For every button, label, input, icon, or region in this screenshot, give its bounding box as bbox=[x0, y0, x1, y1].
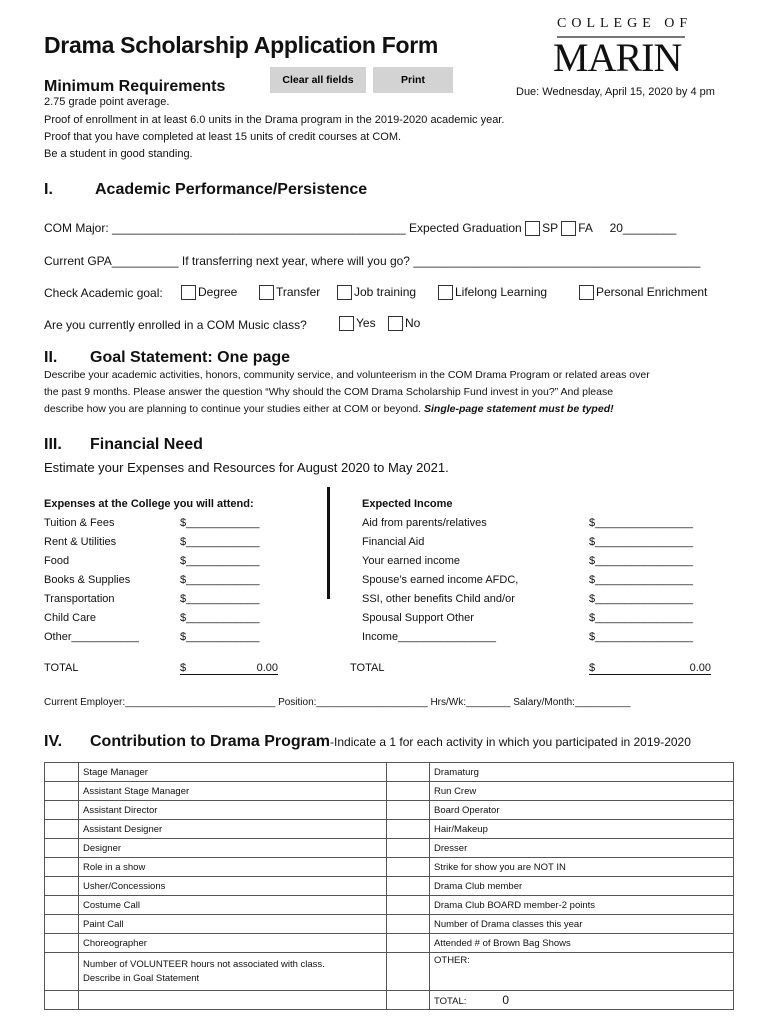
expense-amount-field[interactable]: $____________ bbox=[180, 555, 260, 567]
expense-amount-field[interactable]: $____________ bbox=[180, 631, 260, 643]
expense-amount-field[interactable]: $____________ bbox=[180, 536, 260, 548]
table-row bbox=[45, 820, 734, 839]
activity-count-field[interactable] bbox=[45, 877, 79, 896]
logo-marin: MARIN bbox=[553, 35, 682, 80]
activity-label: Assistant Stage Manager bbox=[79, 782, 387, 801]
other-label: OTHER: bbox=[430, 953, 734, 991]
expense-label: Books & Supplies bbox=[44, 574, 131, 586]
checkbox[interactable] bbox=[337, 285, 352, 300]
activity-label: Dramaturg bbox=[430, 763, 734, 782]
goal-description: the past 9 months. Please answer the question “Why should the COM Drama Scholarship Fund invest in you?” And please bbox=[44, 386, 614, 398]
table-row bbox=[45, 991, 734, 1010]
activity-count-field[interactable] bbox=[45, 763, 79, 782]
activity-label: Role in a show bbox=[79, 858, 387, 877]
income-label: Spousal Support Other bbox=[362, 612, 474, 624]
income-label: SSI, other benefits Child and/or bbox=[362, 593, 515, 605]
income-label: Financial Aid bbox=[362, 536, 425, 548]
activity-count-field[interactable] bbox=[387, 801, 430, 820]
activity-count-field[interactable] bbox=[45, 839, 79, 858]
goal-lifelong-learning[interactable] bbox=[438, 285, 547, 300]
table-row bbox=[45, 839, 734, 858]
expense-amount-field[interactable]: $____________ bbox=[180, 593, 260, 605]
total-label: TOTAL: bbox=[434, 996, 467, 1007]
section-3-subtitle: Estimate your Expenses and Resources for August 2020 to May 2021. bbox=[44, 460, 449, 475]
volunteer-label bbox=[79, 953, 387, 991]
checkbox[interactable] bbox=[181, 285, 196, 300]
empty-cell bbox=[387, 991, 430, 1010]
checkbox[interactable] bbox=[388, 316, 403, 331]
activity-count-field[interactable] bbox=[45, 820, 79, 839]
academic-goal-label: Check Academic goal: bbox=[44, 286, 163, 300]
activity-label: Hair/Makeup bbox=[430, 820, 734, 839]
activity-count-field[interactable] bbox=[387, 782, 430, 801]
activity-count-field[interactable] bbox=[387, 820, 430, 839]
table-row bbox=[45, 953, 734, 991]
volunteer-text: Describe in Goal Statement bbox=[83, 972, 200, 984]
table-row bbox=[45, 801, 734, 820]
volunteer-text: Number of VOLUNTEER hours not associated with class. bbox=[83, 958, 325, 970]
music-class-question: Are you currently enrolled in a COM Music class? bbox=[44, 318, 307, 332]
fa-label: FA bbox=[578, 221, 593, 235]
graduation-year-field[interactable]: 20________ bbox=[609, 221, 677, 235]
section-4-subtitle: -Indicate a 1 for each activity in which you participated in 2019-2020 bbox=[330, 735, 691, 749]
income-label: Income________________ bbox=[362, 631, 496, 643]
section-3-title: Financial Need bbox=[90, 436, 203, 453]
activity-label: Usher/Concessions bbox=[79, 877, 387, 896]
activity-count-field[interactable] bbox=[45, 896, 79, 915]
activity-count-field[interactable] bbox=[387, 915, 430, 934]
typed-note: Single-page statement must be typed! bbox=[423, 403, 614, 415]
expenses-total-label: TOTAL bbox=[44, 662, 79, 674]
requirement-item: 2.75 grade point average. bbox=[44, 96, 170, 108]
table-row bbox=[45, 934, 734, 953]
dollar: $ bbox=[180, 662, 187, 674]
total-cell bbox=[430, 991, 734, 1010]
table-row bbox=[45, 915, 734, 934]
goal-label: Transfer bbox=[276, 285, 321, 299]
section-2-number: II. bbox=[44, 349, 58, 366]
activity-count-field[interactable] bbox=[45, 782, 79, 801]
activity-count-field[interactable] bbox=[387, 934, 430, 953]
checkbox[interactable] bbox=[438, 285, 453, 300]
requirement-item: Be a student in good standing. bbox=[44, 148, 193, 160]
goal-job-training[interactable] bbox=[337, 285, 416, 300]
table-row bbox=[45, 858, 734, 877]
income-heading: Expected Income bbox=[362, 498, 453, 510]
no-label: No bbox=[405, 316, 421, 330]
due-date: Due: Wednesday, April 15, 2020 by 4 pm bbox=[516, 86, 715, 98]
music-yes[interactable] bbox=[339, 316, 376, 331]
expense-label: Transportation bbox=[44, 593, 115, 605]
goal-description bbox=[44, 403, 614, 415]
fa-checkbox[interactable] bbox=[561, 221, 576, 236]
goal-transfer[interactable] bbox=[259, 285, 320, 300]
income-amount-field[interactable]: $________________ bbox=[589, 612, 694, 624]
activity-count-field[interactable] bbox=[387, 858, 430, 877]
activity-label: Stage Manager bbox=[79, 763, 387, 782]
income-amount-field[interactable]: $________________ bbox=[589, 555, 694, 567]
empty-cell bbox=[79, 991, 387, 1010]
expenses-heading: Expenses at the College you will attend: bbox=[44, 498, 254, 510]
requirement-item: Proof that you have completed at least 15 units of credit courses at COM. bbox=[44, 131, 402, 143]
activity-label: Attended # of Brown Bag Shows bbox=[430, 934, 734, 953]
activity-label: Number of Drama classes this year bbox=[430, 915, 734, 934]
checkbox[interactable] bbox=[579, 285, 594, 300]
dollar: $ bbox=[589, 662, 596, 674]
income-amount-field[interactable]: $________________ bbox=[589, 517, 694, 529]
activity-count-field[interactable] bbox=[387, 953, 430, 991]
section-2-title: Goal Statement: One page bbox=[90, 349, 291, 366]
activity-count-field[interactable] bbox=[45, 801, 79, 820]
section-4-heading bbox=[90, 733, 691, 751]
income-label: Aid from parents/relatives bbox=[362, 517, 487, 529]
activity-label: Assistant Director bbox=[79, 801, 387, 820]
activity-label: Dresser bbox=[430, 839, 734, 858]
expense-amount-field[interactable]: $____________ bbox=[180, 612, 260, 624]
table-row bbox=[45, 896, 734, 915]
goal-degree[interactable] bbox=[181, 285, 237, 300]
activity-label: Choreographer bbox=[79, 934, 387, 953]
gpa-transfer-field[interactable]: Current GPA__________ If transferring next year, where will you go? ___________________________________________ bbox=[44, 254, 701, 268]
expense-label: Rent & Utilities bbox=[44, 536, 117, 548]
activity-count-field[interactable] bbox=[45, 858, 79, 877]
income-label: Spouse’s earned income AFDC, bbox=[362, 574, 519, 586]
activity-count-field[interactable] bbox=[387, 896, 430, 915]
activity-label: Board Operator bbox=[430, 801, 734, 820]
activity-table bbox=[44, 762, 734, 1010]
page-title: Drama Scholarship Application Form bbox=[44, 32, 439, 58]
empty-cell bbox=[45, 991, 79, 1010]
activity-count-field[interactable] bbox=[387, 877, 430, 896]
activity-count-field[interactable] bbox=[45, 953, 79, 991]
income-amount-field[interactable]: $________________ bbox=[589, 593, 694, 605]
activity-label: Drama Club member bbox=[430, 877, 734, 896]
activity-count-field[interactable] bbox=[45, 915, 79, 934]
total-value: 0 bbox=[502, 993, 510, 1007]
clear-all-fields-button[interactable]: Clear all fields bbox=[270, 67, 366, 93]
expenses-total bbox=[180, 662, 278, 675]
column-divider bbox=[327, 487, 330, 599]
activity-label: Strike for show you are NOT IN bbox=[430, 858, 734, 877]
com-major-label: COM Major: ____________________________________________ Expected Graduation bbox=[44, 221, 522, 235]
income-label: Your earned income bbox=[362, 555, 461, 567]
print-button[interactable]: Print bbox=[373, 67, 453, 93]
checkbox[interactable] bbox=[259, 285, 274, 300]
activity-count-field[interactable] bbox=[387, 763, 430, 782]
music-no[interactable] bbox=[388, 316, 420, 331]
activity-label: Costume Call bbox=[79, 896, 387, 915]
expense-amount-field[interactable]: $____________ bbox=[180, 517, 260, 529]
sp-checkbox[interactable] bbox=[525, 221, 540, 236]
goal-description: Describe your academic activities, honors, community service, and volunteerism in the COM Drama Program or related areas over bbox=[44, 369, 650, 381]
sp-label: SP bbox=[542, 221, 558, 235]
employment-fields[interactable]: Current Employer:___________________________ Position:____________________ Hrs/Wk:________ Salary/Month:__________ bbox=[44, 697, 631, 708]
requirements-heading: Minimum Requirements bbox=[44, 78, 226, 95]
expense-label: Other___________ bbox=[44, 631, 139, 643]
expense-amount-field[interactable]: $____________ bbox=[180, 574, 260, 586]
expense-label: Child Care bbox=[44, 612, 96, 624]
expense-label: Food bbox=[44, 555, 70, 567]
checkbox[interactable] bbox=[339, 316, 354, 331]
goal-description-text: describe how you are planning to continue your studies either at COM or beyond. bbox=[44, 403, 422, 415]
expenses-total-value: 0.00 bbox=[256, 662, 278, 674]
goal-label: Degree bbox=[198, 285, 238, 299]
income-amount-field[interactable]: $________________ bbox=[589, 631, 694, 643]
table-row bbox=[45, 782, 734, 801]
activity-label: Paint Call bbox=[79, 915, 387, 934]
com-major-field[interactable] bbox=[44, 221, 676, 236]
income-amount-field[interactable]: $________________ bbox=[589, 574, 694, 586]
section-1-title: Academic Performance/Persistence bbox=[95, 181, 368, 198]
section-1-number: I. bbox=[44, 181, 53, 198]
activity-label: Assistant Designer bbox=[79, 820, 387, 839]
activity-label: Designer bbox=[79, 839, 387, 858]
goal-label: Personal Enrichment bbox=[596, 285, 708, 299]
activity-label: Drama Club BOARD member-2 points bbox=[430, 896, 734, 915]
activity-label: Run Crew bbox=[430, 782, 734, 801]
goal-personal-enrichment[interactable] bbox=[579, 285, 707, 300]
logo-college-of: COLLEGE OF bbox=[557, 16, 693, 31]
section-4-number: IV. bbox=[44, 733, 63, 750]
expense-label: Tuition & Fees bbox=[44, 517, 115, 529]
table-row bbox=[45, 877, 734, 896]
yes-label: Yes bbox=[356, 316, 376, 330]
section-4-title: Contribution to Drama Program bbox=[90, 733, 331, 750]
income-total bbox=[589, 662, 711, 675]
income-total-value: 0.00 bbox=[689, 662, 711, 674]
income-total-label: TOTAL bbox=[350, 662, 385, 674]
goal-label: Lifelong Learning bbox=[455, 285, 548, 299]
requirement-item: Proof of enrollment in at least 6.0 units in the Drama program in the 2019-2020 academic year. bbox=[44, 114, 505, 126]
section-3-number: III. bbox=[44, 436, 62, 453]
activity-count-field[interactable] bbox=[45, 934, 79, 953]
table-row bbox=[45, 763, 734, 782]
income-amount-field[interactable]: $________________ bbox=[589, 536, 694, 548]
activity-count-field[interactable] bbox=[387, 839, 430, 858]
goal-label: Job training bbox=[354, 285, 417, 299]
